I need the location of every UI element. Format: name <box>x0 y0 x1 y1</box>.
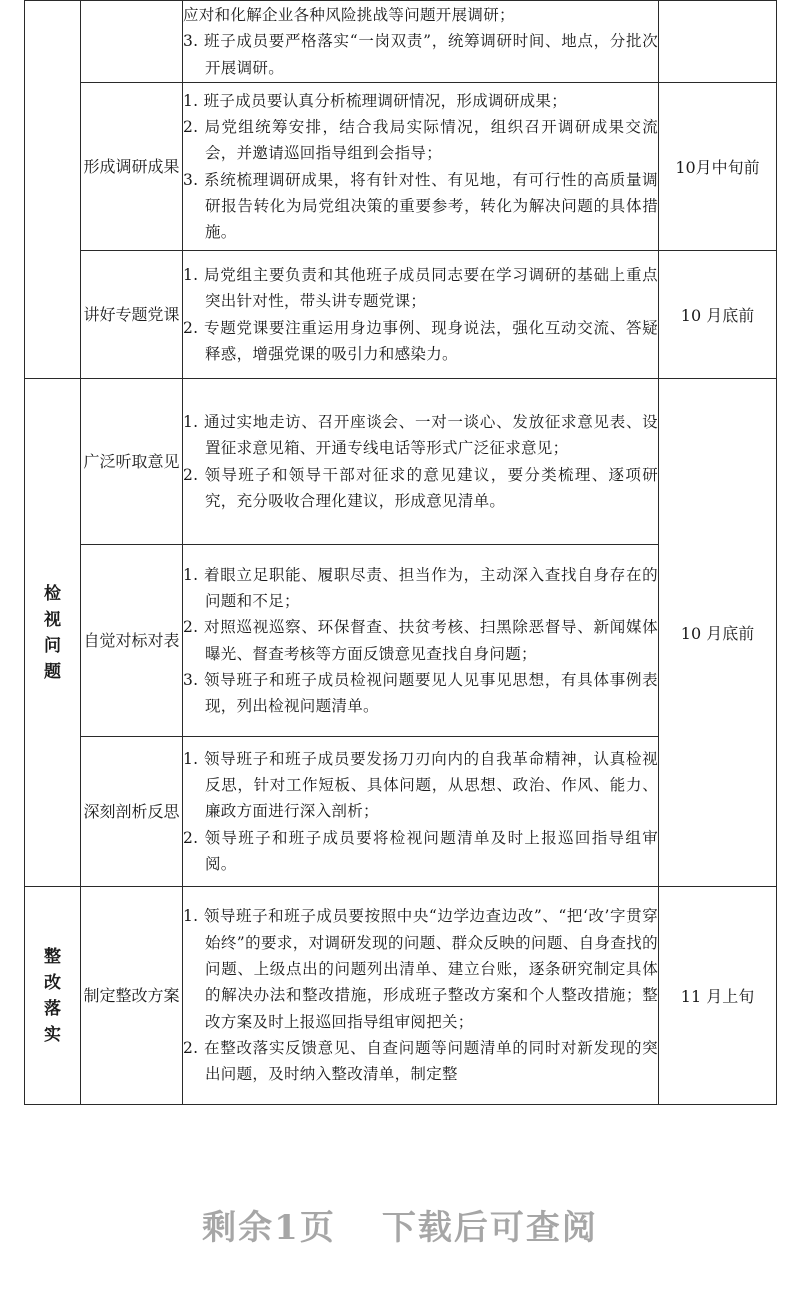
content-cell <box>183 545 659 737</box>
table-row <box>25 379 777 545</box>
table-row <box>25 1 777 83</box>
item-cell: 制定整改方案 <box>81 887 183 1105</box>
download-notice <box>0 1200 800 1249</box>
content-line: 2. 领导班子和班子成员要将检视问题清单及时上报巡回指导组审阅。 <box>183 828 658 873</box>
content-line: 1. 班子成员要认真分析梳理调研情况，形成调研成果； <box>183 91 568 110</box>
time-cell: 10 月底前 <box>659 251 777 379</box>
table-row <box>25 83 777 251</box>
table-row <box>25 887 777 1105</box>
content-line: 1. 着眼立足职能、履职尽责、担当作为，主动深入查找自身存在的问题和不足； <box>183 565 658 610</box>
content-line: 2. 对照巡视巡察、环保督查、扶贫考核、扫黑除恶督导、新闻媒体曝光、督查考核等方面反馈意见查找自身问题； <box>183 618 658 663</box>
stage-label: 检视问题 <box>44 583 61 682</box>
item-cell: 广泛听取意见 <box>81 379 183 545</box>
content-line: 应对和化解企业各种风险挑战等问题开展调研； <box>183 6 515 25</box>
stage-cell-prev <box>25 1 81 379</box>
content-cell <box>183 887 659 1105</box>
content-line: 1. 领导班子和班子成员要发扬刀刃向内的自我革命精神，认真检视反思，针对工作短板、具体问题，从思想、政治、作风、能力、廉政方面进行深入剖析； <box>183 749 658 821</box>
time-cell-prev <box>659 1 777 83</box>
content-line: 1. 通过实地走访、召开座谈会、一对一谈心、发放征求意见表、设置征求意见箱、开通专线电话等形式广泛征求意见； <box>183 412 658 458</box>
content-cell <box>183 379 659 545</box>
content-line: 2. 领导班子和领导干部对征求的意见建议，要分类梳理、逐项研究，充分吸收合理化建议，形成意见清单。 <box>183 465 658 510</box>
content-line: 3. 系统梳理调研成果，将有针对性、有见地，有可行性的高质量调研报告转化为局党组决策的重要参考，转化为解决问题的具体措施。 <box>183 170 658 242</box>
content-line: 3. 班子成员要严格落实“一岗双责”，统筹调研时间、地点，分批次开展调研。 <box>183 32 658 77</box>
download-hint-text: 下载后可查阅 <box>381 1208 598 1248</box>
time-cell: 11 月上旬 <box>659 887 777 1105</box>
content-cell <box>183 83 659 251</box>
content-line: 3. 领导班子和班子成员检视问题要见人见事见思想，有具体事例表现，列出检视问题清单。 <box>183 670 658 716</box>
remaining-pages-text: 剩余1页 <box>202 1208 336 1248</box>
content-line: 1. 领导班子和班子成员要按照中央“边学边查边改”、“把‘改’字贯穿始终”的要求，对调研发现的问题、群众反映的问题、自身查找的问题、上级点出的问题列出清单、建立台账，逐条研究制定具体的解决办法和整改措施，形成班子整改方案和个人整改措施；整改方案及时上报巡回指导组审阅把关； <box>183 907 658 1031</box>
item-cell: 讲好专题党课 <box>81 251 183 379</box>
content-line: 2. 专题党课要注重运用身边事例、现身说法，强化互动交流、答疑释惑，增强党课的吸引力和感染力。 <box>183 318 658 363</box>
content-cell <box>183 251 659 379</box>
item-cell: 深刻剖析反思 <box>81 737 183 887</box>
stage-cell <box>25 379 81 887</box>
item-cell: 形成调研成果 <box>81 83 183 251</box>
content-cell <box>183 1 659 83</box>
time-cell: 10月中旬前 <box>659 83 777 251</box>
content-cell <box>183 737 659 887</box>
content-line: 1. 局党组主要负责和其他班子成员同志要在学习调研的基础上重点突出针对性，带头讲专题党课； <box>183 265 658 311</box>
table-row <box>25 251 777 379</box>
time-cell: 10 月底前 <box>659 379 777 887</box>
plan-table <box>24 0 777 1105</box>
item-cell-prev <box>81 1 183 83</box>
stage-label: 整改落实 <box>44 946 61 1045</box>
content-line: 2. 局党组统筹安排，结合我局实际情况，组织召开调研成果交流会，并邀请巡回指导组到会指导； <box>183 117 658 163</box>
content-line: 2. 在整改落实反馈意见、自查问题等问题清单的同时对新发现的突出问题，及时纳入整改清单，制定整 <box>183 1038 658 1084</box>
stage-cell <box>25 887 81 1105</box>
item-cell: 自觉对标对表 <box>81 545 183 737</box>
